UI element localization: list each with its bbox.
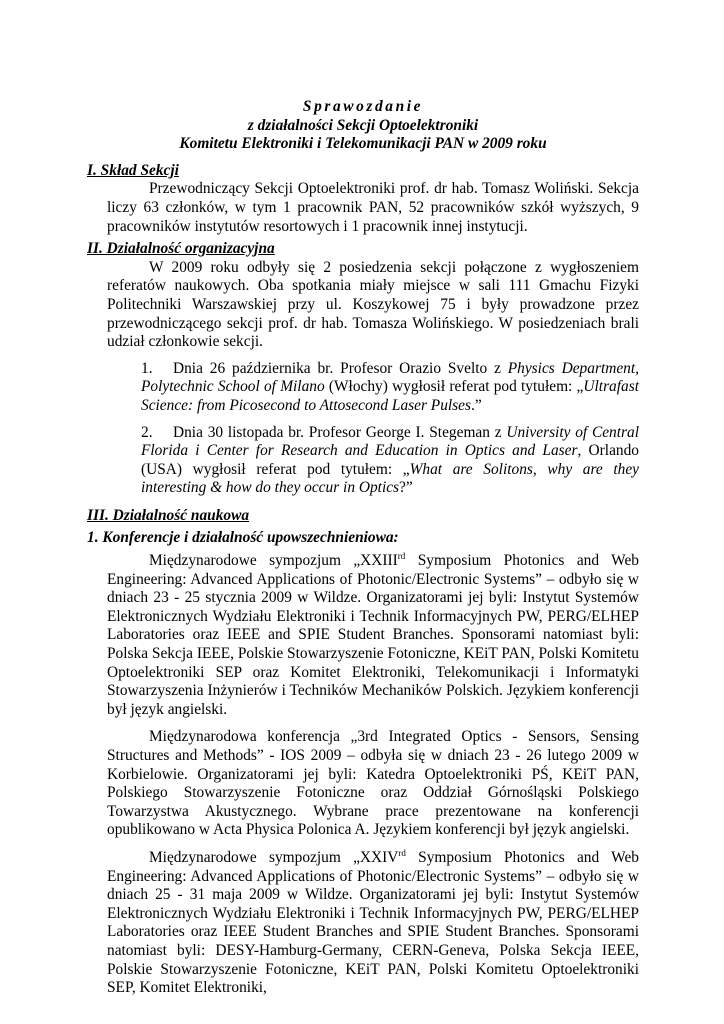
title-line-3: Komitetu Elektroniki i Telekomunikacji PAN w 2009 roku <box>179 135 547 153</box>
item-text: .” <box>470 396 482 414</box>
item-text: Dnia 26 października br. Profesor Orazio Svelto z <box>173 359 508 377</box>
item-text: ?” <box>399 479 413 497</box>
section-3-heading: III. Działalność naukowa <box>87 506 250 524</box>
seminar-item-2 <box>141 424 639 498</box>
document-page <box>87 98 639 998</box>
paragraph-text: Międzynarodowe sympozjum „XXIV <box>149 848 399 866</box>
conference-paragraph-1 <box>107 552 639 719</box>
item-text: Dnia 30 listopada br. Profesor George I. Stegeman z <box>173 423 507 441</box>
paragraph-text: Symposium Photonics and Web Engineering: Advanced Applications of Photonic/Electronic Systems” – odbyło się w dniach 23 - 25 stycznia 2009 w Wildze. Organizatorami jej byli: Instytut Systemów Elektronicznych Wydziału Elektroniki i Technik Informacyjnych PW, PERG/ELHEP Laboratories oraz IEEE and SPIE Student Branches. Sponsorami natomiast byli: Polska Sekcja IEEE, Polskie Stowarzyszenie Fotoniczne, KEiT PAN, Polski Komitetu Optoelektroniki SEP oraz Komitet Elektroniki, Telekomunikacji i Informatyki Stowarzyszenia Inżynierów i Techników Mechaników Polskich. Językiem konferencji był język angielski. <box>107 552 639 718</box>
item-affiliation: Physics Department, Polytechnic School of Milano <box>141 359 639 396</box>
title-line-1: Sprawozdanie <box>302 98 424 115</box>
section-2-paragraph: W 2009 roku odbyły się 2 posiedzenia sekcji połączone z wygłoszeniem referatów naukowych. Oba spotkania miały miejsce w sali 111 Gmachu Fizyki Politechniki Warszawskiej przy ul. Koszykowej 75 i były prowadzone przez przewodniczącego sekcji prof. dr hab. Tomasza Wolińskiego. W posiedzeniach brali udział członkowie sekcji. <box>107 258 639 351</box>
section-3-subheading: 1. Konferencje i działalność upowszechnieniowa: <box>87 529 399 547</box>
section-2-heading: II. Działalność organizacyjna <box>87 240 275 258</box>
conference-paragraph-2: Międzynarodowa konferencja „3rd Integrated Optics - Sensors, Sensing Structures and Methods” - IOS 2009 – odbyła się w dniach 23 - 26 lutego 2009 w Korbielowie. Organizatorami jej byli: Katedra Optoelektroniki PŚ, KEiT PAN, Polskiego Stowarzyszenie Fotoniczne oraz Oddział Górnośląski Polskiego Towarzystwa Akustycznego. Wybrane prace prezentowane na konferencji opublikowano w Acta Physica Polonica A. Językiem konferencji był język angielski. <box>107 728 639 839</box>
conference-paragraph-3 <box>107 849 639 998</box>
ordinal-superscript: rd <box>398 847 406 858</box>
item-lecture-title: Ultrafast Science: from Picosecond to Attosecond Laser Pulses <box>141 378 639 414</box>
section-1-paragraph: Przewodniczący Sekcji Optoelektroniki prof. dr hab. Tomasz Woliński. Sekcja liczy 63 członków, w tym 1 pracownik PAN, 52 pracowników szkół wyższych, 9 pracowników instytutów resortowych i 1 pracownik innej instytucji. <box>107 180 639 235</box>
report-title <box>87 98 639 154</box>
ordinal-superscript: rd <box>397 550 406 561</box>
item-number: 1. <box>141 359 153 377</box>
title-line-2: z działalności Sekcji Optoelektroniki <box>247 116 479 134</box>
seminar-item-1 <box>141 360 639 416</box>
item-affiliation: University of Central Florida i Center for Research and Education in Optics and Laser <box>141 423 639 460</box>
section-1-heading: I. Skład Sekcji <box>87 161 179 179</box>
paragraph-text: Międzynarodowe sympozjum „XXIII <box>149 552 398 570</box>
item-text: (Włochy) wygłosił referat pod tytułem: „ <box>324 378 584 396</box>
item-number: 2. <box>141 423 153 441</box>
paragraph-text: Symposium Photonics and Web Engineering: Advanced Applications of Photonic/Electronic Systems” – odbyło się w dniach 25 - 31 maja 2009 w Wildze. Organizatorami jej byli: Instytut Systemów Elektronicznych Wydziału Elektroniki i Technik Informacyjnych PW, PERG/ELHEP Laboratories oraz IEEE Student Branches and SPIE Student Branches. Sponsorami natomiast byli: DESY-Hamburg-Germany, CERN-Geneva, Polska Sekcja IEEE, Polskie Stowarzyszenie Fotoniczne, KEiT PAN, Polski Komitetu Optoelektroniki SEP, Komitet Elektroniki, <box>107 848 639 997</box>
item-lecture-title: What are Solitons, why are they interesting & how do they occur in Optics <box>141 460 639 497</box>
item-text: , Orlando (USA) wygłosił referat pod tytułem: „ <box>141 442 639 478</box>
